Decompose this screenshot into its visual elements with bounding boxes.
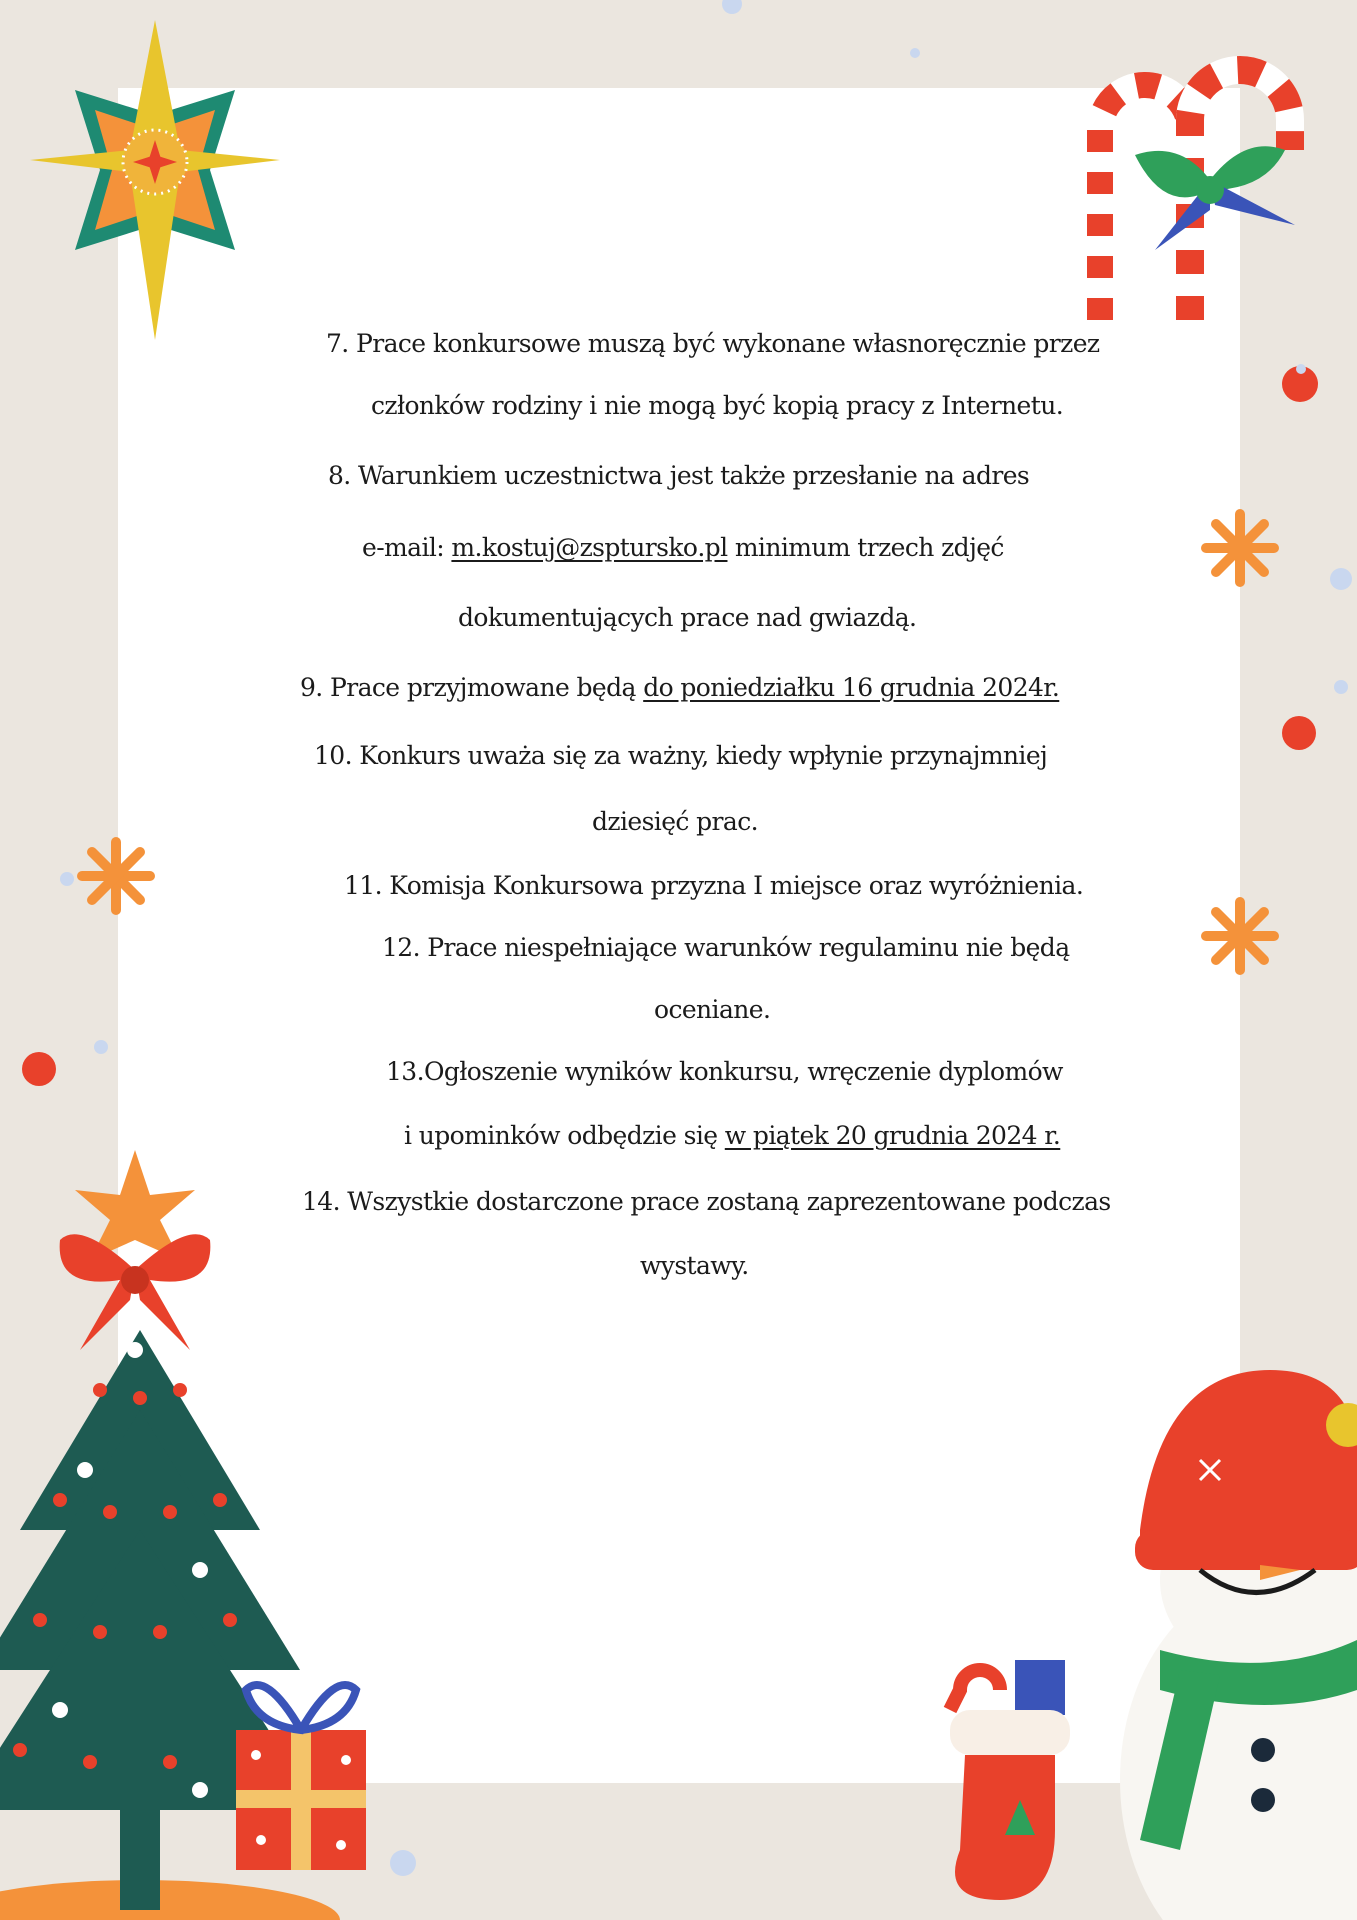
candy-cane-icon xyxy=(1060,40,1320,330)
rule-10-line-2: dziesięć prac. xyxy=(592,807,758,836)
star-icon xyxy=(20,20,280,340)
rule-8-line-2 xyxy=(362,530,1004,566)
rule-14-line-1: 14. Wszystkie dostarczone prace zostaną zaprezentowane podczas xyxy=(302,1187,1111,1216)
rule-13-line-1: 13.Ogłoszenie wyników konkursu, wręczenie dyplomów xyxy=(386,1057,1063,1086)
rule-8-line-3: dokumentujących prace nad gwiazdą. xyxy=(458,603,917,632)
rule-13-prefix: i upominków odbędzie się xyxy=(404,1121,725,1150)
rule-8-email-prefix: e-mail: xyxy=(362,533,452,562)
gift-box-icon xyxy=(226,1670,376,1880)
email-link[interactable]: m.kostuj@zspturskо.pl xyxy=(451,533,728,562)
rule-9-deadline: do poniedziałku 16 grudnia 2024r. xyxy=(643,673,1060,702)
rule-8-line-1: 8. Warunkiem uczestnictwa jest także przesłanie na adres xyxy=(328,461,1030,490)
rule-14-line-2: wystawy. xyxy=(640,1251,749,1280)
rule-7-line-1: 7. Prace konkursowe muszą być wykonane własnoręcznie przez xyxy=(326,329,1100,358)
rule-12-line-2: oceniane. xyxy=(654,995,771,1024)
stocking-icon xyxy=(920,1650,1100,1910)
rule-7-line-2: członków rodziny i nie mogą być kopią pracy z Internetu. xyxy=(371,391,1064,420)
snowflake-icon xyxy=(1200,896,1280,976)
rule-8-email-suffix: minimum trzech zdjęć xyxy=(727,533,1004,562)
snowflake-icon xyxy=(76,836,156,916)
rule-10-line-1: 10. Konkurs uważa się za ważny, kiedy wpłynie przynajmniej xyxy=(314,741,1048,770)
rule-9-line-1 xyxy=(300,670,1059,706)
rule-9-prefix: 9. Prace przyjmowane będą xyxy=(300,673,644,702)
snowman-icon xyxy=(1120,1330,1357,1920)
rule-11-line-1: 11. Komisja Konkursowa przyzna I miejsce oraz wyróżnienia. xyxy=(344,871,1084,900)
rule-13-date: w piątek 20 grudnia 2024 r. xyxy=(724,1121,1061,1150)
rule-13-line-2 xyxy=(404,1118,1060,1154)
snowflake-icon xyxy=(1200,508,1280,588)
rule-12-line-1: 12. Prace niespełniające warunków regulaminu nie będą xyxy=(382,933,1070,962)
